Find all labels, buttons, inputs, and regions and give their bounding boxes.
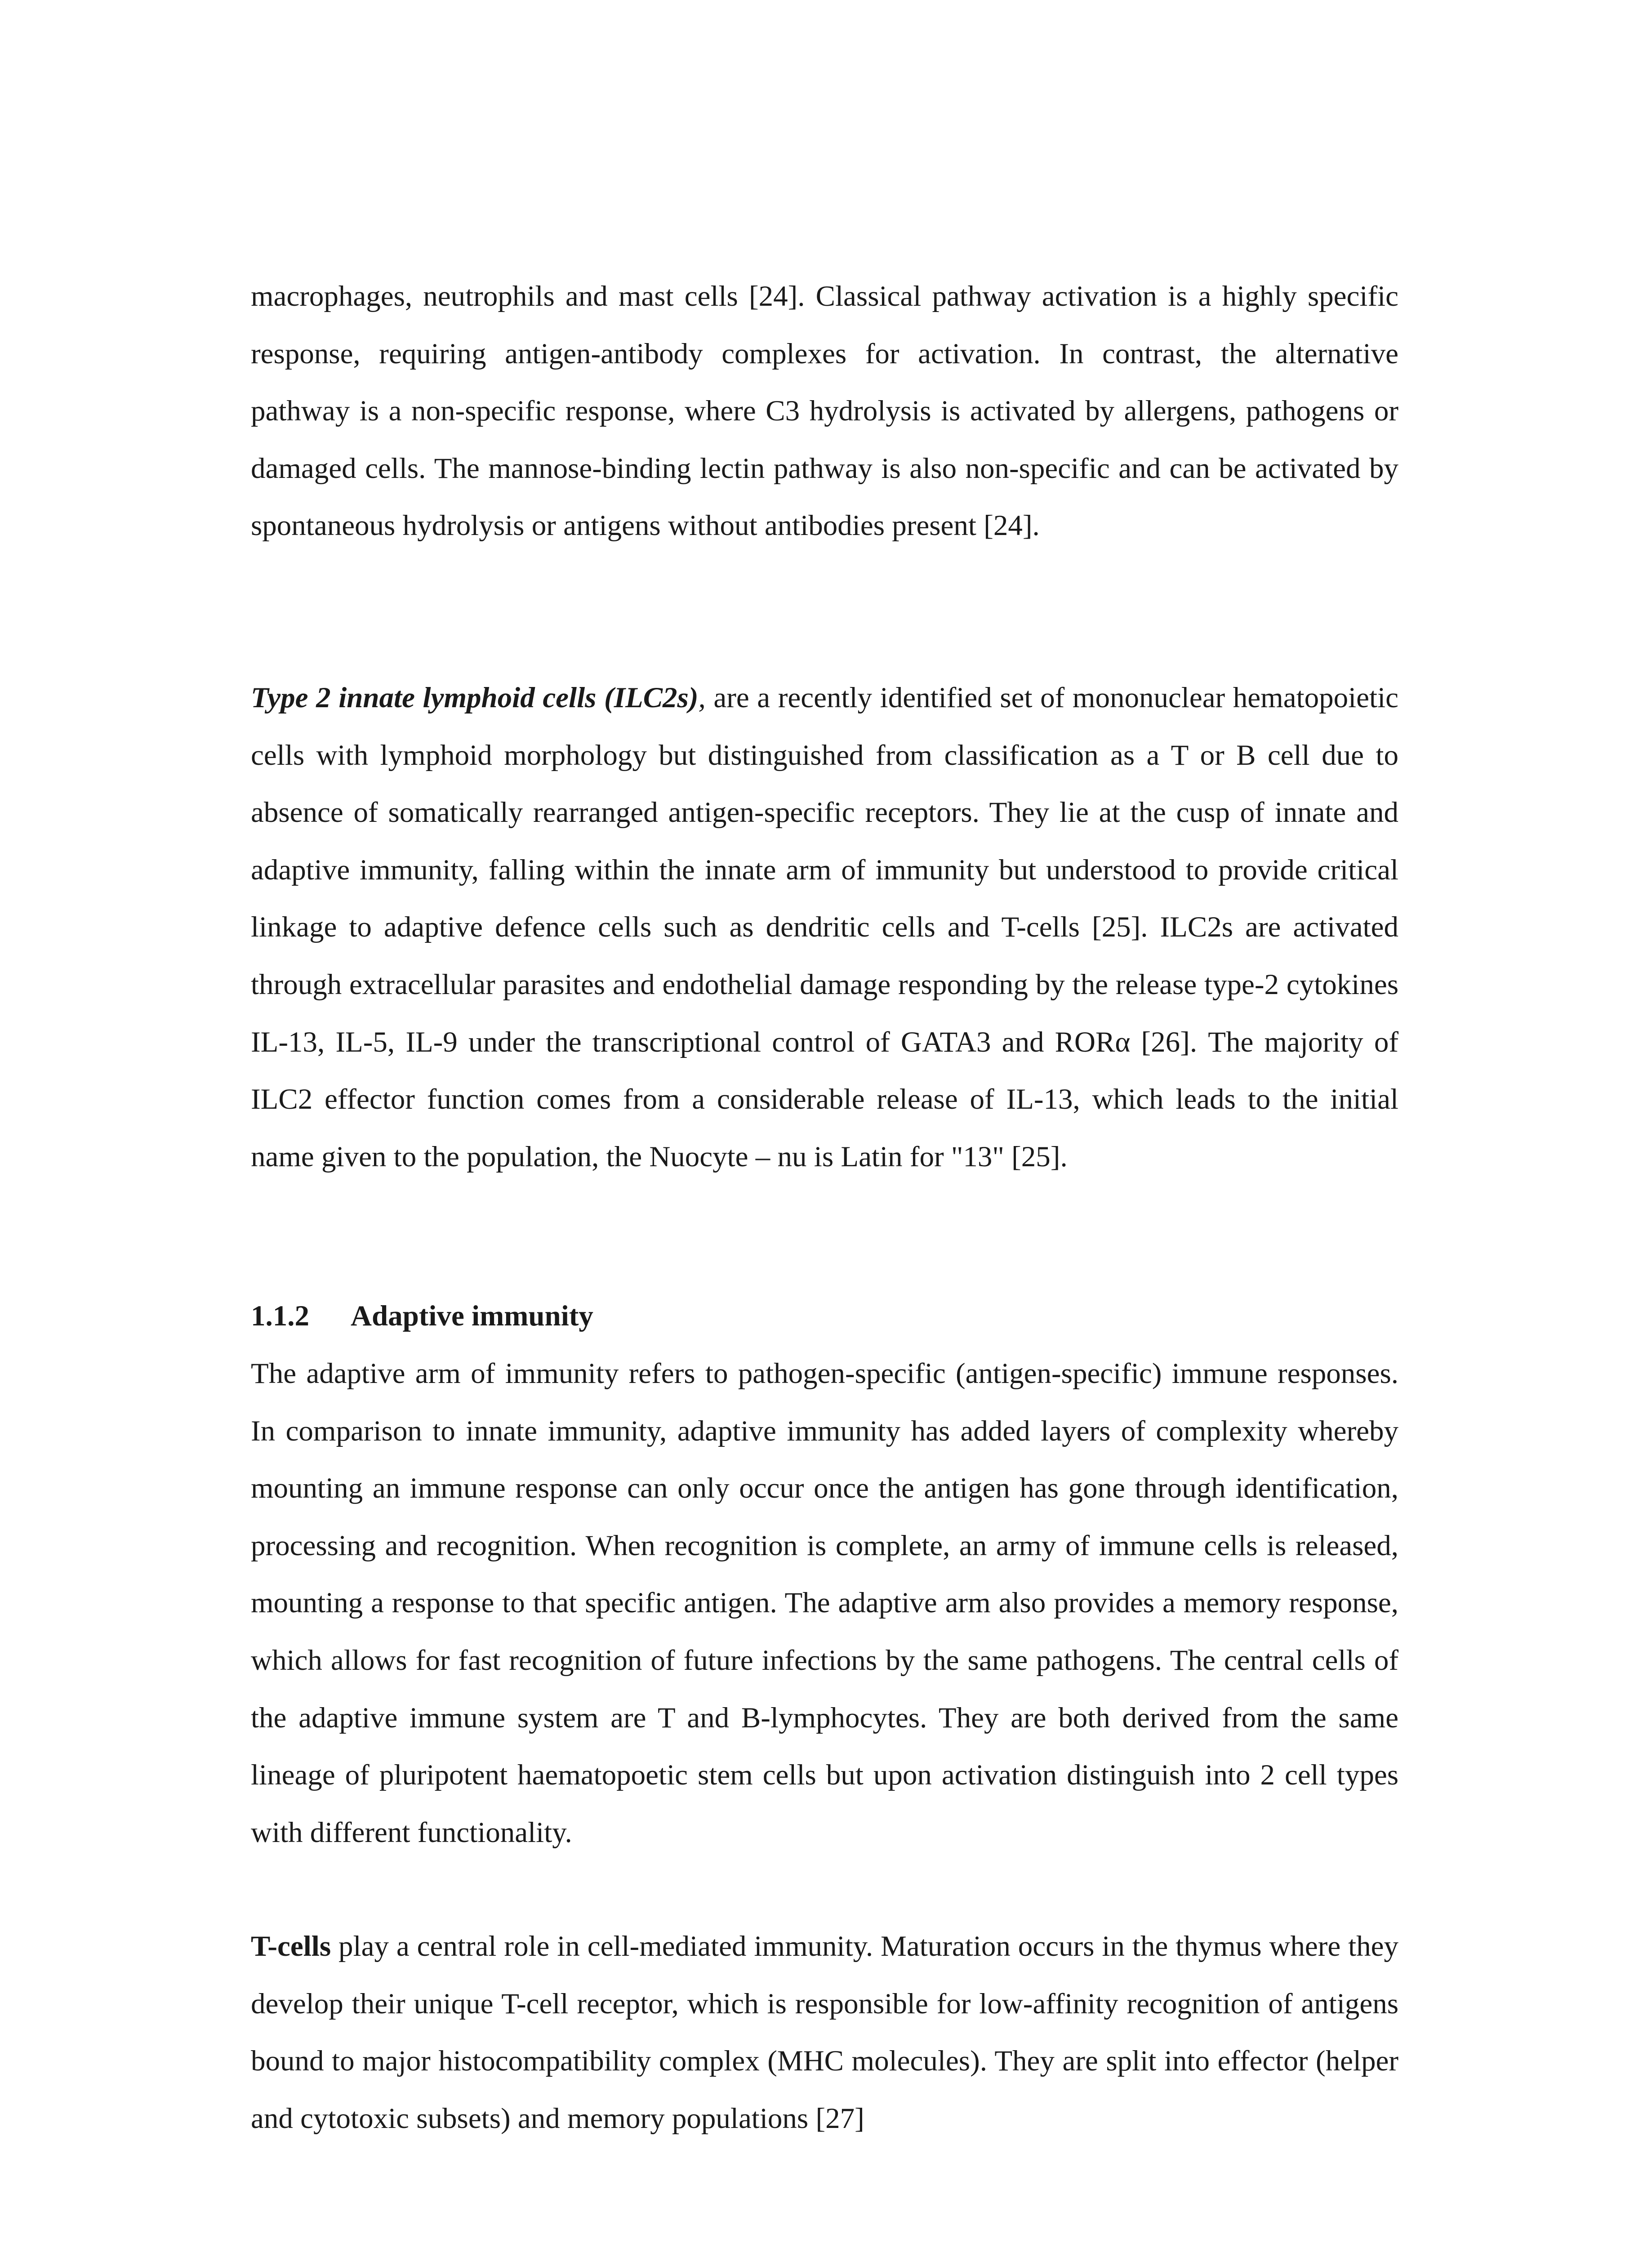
paragraph-ilc2s (251, 669, 1398, 1186)
paragraph-complement-pathways: macrophages, neutrophils and mast cells [24]. Classical pathway activation is a highly specific response, requiring antigen-antibody complexes for activation. In contrast, the alternative pathway is a non-specific response, where C3 hydrolysis is activated by allergens, pathogens or damaged cells. The mannose-binding lectin pathway is also non-specific and can be activated by spontaneous hydrolysis or antigens without antibodies present [24]. (251, 280, 1398, 542)
section-title: Adaptive immunity (351, 1300, 593, 1332)
paragraph-t-cells (251, 1918, 1398, 2147)
ilc2s-body: are a recently identified set of mononuclear hematopoietic cells with lymphoid morphology but distinguished from classification as a T or B cell due to absence of somatically rearranged antigen-specific receptors. They lie at the cusp of innate and adaptive immunity, falling within the innate arm of immunity but understood to provide critical linkage to adaptive defence cells such as dendritic cells and T-cells [25]. ILC2s are activated through extracellular parasites and endothelial damage responding by the release type-2 cytokines IL-13, IL-5, IL-9 under the transcriptional control of GATA3 and RORα [26]. The majority of ILC2 effector function comes from a considerable release of IL-13, which leads to the initial name given to the population, the Nuocyte – nu is Latin for "13" [25]. (251, 682, 1398, 1173)
t-cells-term: T-cells (251, 1930, 331, 1963)
t-cells-body: play a central role in cell-mediated immunity. Maturation occurs in the thymus where they develop their unique T-cell receptor, which is responsible for low-affinity recognition of antigens bound to major histocompatibility complex (MHC molecules). They are split into effector (helper and cytotoxic subsets) and memory populations [27] (251, 1930, 1398, 2135)
section-heading (251, 1288, 1398, 1345)
ilc2s-term-comma: , (698, 682, 706, 714)
ilc2s-term: Type 2 innate lymphoid cells (ILC2s) (251, 682, 699, 714)
paragraph-adaptive-immunity: The adaptive arm of immunity refers to pathogen-specific (antigen-specific) immune responses. In comparison to innate immunity, adaptive immunity has added layers of complexity whereby mounting an immune response can only occur once the antigen has gone through identification, processing and recognition. When recognition is complete, an army of immune cells is released, mounting a response to that specific antigen. The adaptive arm also provides a memory response, which allows for fast recognition of future infections by the same pathogens. The central cells of the adaptive immune system are T and B-lymphocytes. They are both derived from the same lineage of pluripotent haematopoetic stem cells but upon activation distinguish into 2 cell types with different functionality. (251, 1357, 1398, 1849)
section-number: 1.1.2 (251, 1300, 309, 1332)
